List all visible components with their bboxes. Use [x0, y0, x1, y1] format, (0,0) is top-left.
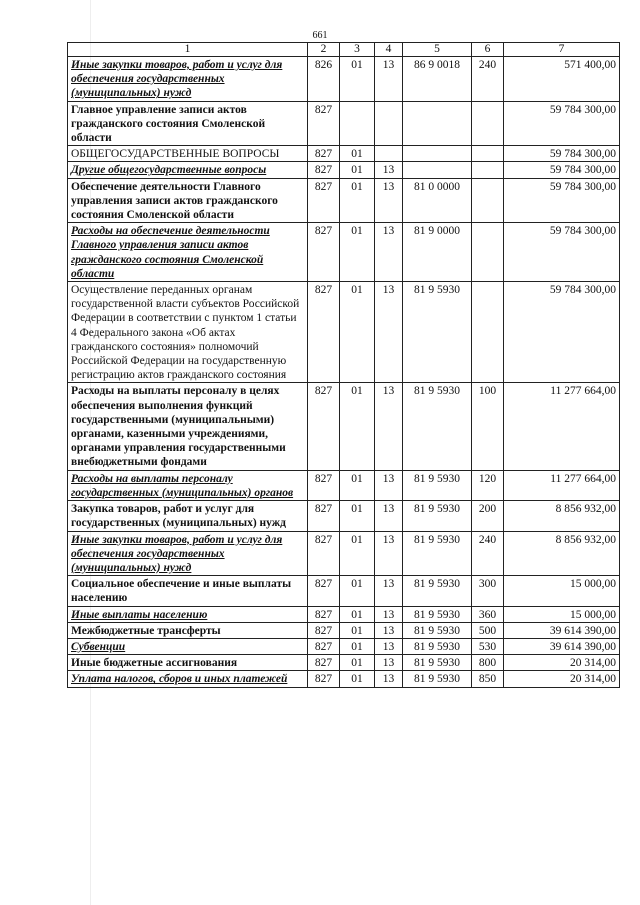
cell-name: Расходы на выплаты персоналу государственных (муниципальных) органов — [68, 470, 308, 500]
cell-section-code: 01 — [340, 146, 375, 162]
cell-ministry-code: 827 — [308, 655, 340, 671]
column-header-7: 7 — [504, 43, 620, 57]
cell-expense-type: 200 — [472, 501, 504, 531]
cell-name: Иные закупки товаров, работ и услуг для обеспечения государственных (муниципальных) нужд — [68, 531, 308, 576]
cell-ministry-code: 826 — [308, 57, 340, 102]
cell-section-code — [340, 101, 375, 146]
cell-name: Другие общегосударственные вопросы — [68, 162, 308, 178]
cell-subsection-code: 13 — [375, 576, 403, 606]
header-row — [68, 43, 620, 57]
cell-amount: 59 784 300,00 — [504, 162, 620, 178]
cell-section-code: 01 — [340, 383, 375, 470]
cell-section-code: 01 — [340, 282, 375, 383]
column-header-4: 4 — [375, 43, 403, 57]
cell-target-article — [403, 162, 472, 178]
cell-expense-type: 360 — [472, 606, 504, 622]
cell-subsection-code — [375, 146, 403, 162]
cell-section-code: 01 — [340, 638, 375, 654]
cell-amount: 59 784 300,00 — [504, 101, 620, 146]
cell-target-article: 81 9 5930 — [403, 655, 472, 671]
cell-section-code: 01 — [340, 606, 375, 622]
table-row — [68, 162, 620, 178]
page-number: 661 — [312, 30, 328, 41]
cell-ministry-code: 827 — [308, 531, 340, 576]
cell-ministry-code: 827 — [308, 576, 340, 606]
table-row — [68, 655, 620, 671]
cell-ministry-code: 827 — [308, 383, 340, 470]
cell-ministry-code: 827 — [308, 282, 340, 383]
cell-amount: 39 614 390,00 — [504, 622, 620, 638]
cell-amount: 20 314,00 — [504, 671, 620, 687]
cell-subsection-code: 13 — [375, 383, 403, 470]
table-row — [68, 576, 620, 606]
cell-section-code: 01 — [340, 531, 375, 576]
cell-target-article: 81 9 0000 — [403, 223, 472, 282]
cell-ministry-code: 827 — [308, 671, 340, 687]
cell-subsection-code: 13 — [375, 470, 403, 500]
table-row — [68, 146, 620, 162]
cell-expense-type: 240 — [472, 57, 504, 102]
cell-expense-type: 500 — [472, 622, 504, 638]
table-row — [68, 57, 620, 102]
cell-amount: 20 314,00 — [504, 655, 620, 671]
cell-section-code: 01 — [340, 57, 375, 102]
cell-name: Расходы на выплаты персоналу в целях обеспечения выполнения функций государственными (муниципальными) органами, казенными учреждениями, органами управления государственными внебюджетными фондами — [68, 383, 308, 470]
table-row — [68, 223, 620, 282]
cell-name: ОБЩЕГОСУДАРСТВЕННЫЕ ВОПРОСЫ — [68, 146, 308, 162]
cell-ministry-code: 827 — [308, 146, 340, 162]
cell-expense-type — [472, 101, 504, 146]
cell-expense-type: 300 — [472, 576, 504, 606]
cell-subsection-code: 13 — [375, 57, 403, 102]
cell-expense-type — [472, 146, 504, 162]
cell-section-code: 01 — [340, 622, 375, 638]
cell-subsection-code: 13 — [375, 671, 403, 687]
table-body — [68, 57, 620, 688]
budget-table — [67, 42, 620, 688]
cell-name: Иные закупки товаров, работ и услуг для обеспечения государственных (муниципальных) нужд — [68, 57, 308, 102]
cell-subsection-code: 13 — [375, 531, 403, 576]
cell-expense-type: 100 — [472, 383, 504, 470]
cell-section-code: 01 — [340, 576, 375, 606]
cell-target-article — [403, 146, 472, 162]
cell-target-article: 81 9 5930 — [403, 282, 472, 383]
cell-name: Субвенции — [68, 638, 308, 654]
column-header-2: 2 — [308, 43, 340, 57]
cell-subsection-code: 13 — [375, 162, 403, 178]
cell-subsection-code: 13 — [375, 655, 403, 671]
cell-section-code: 01 — [340, 470, 375, 500]
column-header-3: 3 — [340, 43, 375, 57]
cell-target-article: 81 9 5930 — [403, 606, 472, 622]
cell-amount: 59 784 300,00 — [504, 146, 620, 162]
cell-ministry-code: 827 — [308, 101, 340, 146]
cell-section-code: 01 — [340, 671, 375, 687]
cell-target-article: 86 9 0018 — [403, 57, 472, 102]
cell-amount: 59 784 300,00 — [504, 178, 620, 223]
table-row — [68, 622, 620, 638]
cell-expense-type: 240 — [472, 531, 504, 576]
cell-expense-type — [472, 162, 504, 178]
cell-name: Социальное обеспечение и иные выплаты населению — [68, 576, 308, 606]
cell-amount: 59 784 300,00 — [504, 282, 620, 383]
cell-name: Иные бюджетные ассигнования — [68, 655, 308, 671]
cell-name: Расходы на обеспечение деятельности Главного управления записи актов гражданского состояния Смоленской области — [68, 223, 308, 282]
table-row — [68, 383, 620, 470]
cell-target-article: 81 9 5930 — [403, 622, 472, 638]
cell-subsection-code: 13 — [375, 622, 403, 638]
cell-name: Осуществление переданных органам государственной власти субъектов Российской Федерации в соответствии с пунктом 1 статьи 4 Федерального закона «Об актах гражданского состояния» полномочий Российской Федерации на государственную регистрацию актов гражданского состояния — [68, 282, 308, 383]
cell-subsection-code: 13 — [375, 606, 403, 622]
cell-expense-type — [472, 223, 504, 282]
table-row — [68, 531, 620, 576]
cell-expense-type: 530 — [472, 638, 504, 654]
cell-target-article: 81 9 5930 — [403, 671, 472, 687]
cell-amount: 8 856 932,00 — [504, 531, 620, 576]
cell-expense-type — [472, 282, 504, 383]
cell-target-article: 81 9 5930 — [403, 501, 472, 531]
cell-amount: 11 277 664,00 — [504, 470, 620, 500]
cell-target-article: 81 9 5930 — [403, 383, 472, 470]
cell-name: Уплата налогов, сборов и иных платежей — [68, 671, 308, 687]
table-row — [68, 671, 620, 687]
cell-name: Закупка товаров, работ и услуг для государственных (муниципальных) нужд — [68, 501, 308, 531]
cell-section-code: 01 — [340, 223, 375, 282]
cell-amount: 39 614 390,00 — [504, 638, 620, 654]
cell-section-code: 01 — [340, 655, 375, 671]
table-row — [68, 282, 620, 383]
table-row — [68, 101, 620, 146]
cell-subsection-code: 13 — [375, 178, 403, 223]
cell-name: Главное управление записи актов гражданского состояния Смоленской области — [68, 101, 308, 146]
table-row — [68, 501, 620, 531]
cell-target-article — [403, 101, 472, 146]
cell-target-article: 81 9 5930 — [403, 638, 472, 654]
cell-subsection-code: 13 — [375, 501, 403, 531]
cell-section-code: 01 — [340, 178, 375, 223]
cell-ministry-code: 827 — [308, 162, 340, 178]
cell-ministry-code: 827 — [308, 622, 340, 638]
cell-expense-type: 800 — [472, 655, 504, 671]
cell-ministry-code: 827 — [308, 470, 340, 500]
cell-section-code: 01 — [340, 501, 375, 531]
cell-target-article: 81 0 0000 — [403, 178, 472, 223]
table-row — [68, 638, 620, 654]
cell-amount: 11 277 664,00 — [504, 383, 620, 470]
cell-subsection-code — [375, 101, 403, 146]
cell-ministry-code: 827 — [308, 606, 340, 622]
cell-amount: 15 000,00 — [504, 576, 620, 606]
cell-target-article: 81 9 5930 — [403, 576, 472, 606]
cell-name: Обеспечение деятельности Главного управления записи актов гражданского состояния Смоленской области — [68, 178, 308, 223]
cell-target-article: 81 9 5930 — [403, 470, 472, 500]
column-header-1: 1 — [68, 43, 308, 57]
cell-amount: 59 784 300,00 — [504, 223, 620, 282]
cell-amount: 8 856 932,00 — [504, 501, 620, 531]
cell-amount: 571 400,00 — [504, 57, 620, 102]
cell-section-code: 01 — [340, 162, 375, 178]
cell-ministry-code: 827 — [308, 501, 340, 531]
column-header-6: 6 — [472, 43, 504, 57]
cell-ministry-code: 827 — [308, 178, 340, 223]
cell-name: Межбюджетные трансферты — [68, 622, 308, 638]
cell-target-article: 81 9 5930 — [403, 531, 472, 576]
column-header-5: 5 — [403, 43, 472, 57]
cell-subsection-code: 13 — [375, 638, 403, 654]
cell-subsection-code: 13 — [375, 223, 403, 282]
table-row — [68, 178, 620, 223]
cell-ministry-code: 827 — [308, 638, 340, 654]
cell-subsection-code: 13 — [375, 282, 403, 383]
cell-expense-type: 120 — [472, 470, 504, 500]
cell-expense-type: 850 — [472, 671, 504, 687]
cell-amount: 15 000,00 — [504, 606, 620, 622]
table-row — [68, 606, 620, 622]
cell-expense-type — [472, 178, 504, 223]
table-row — [68, 470, 620, 500]
cell-name: Иные выплаты населению — [68, 606, 308, 622]
cell-ministry-code: 827 — [308, 223, 340, 282]
